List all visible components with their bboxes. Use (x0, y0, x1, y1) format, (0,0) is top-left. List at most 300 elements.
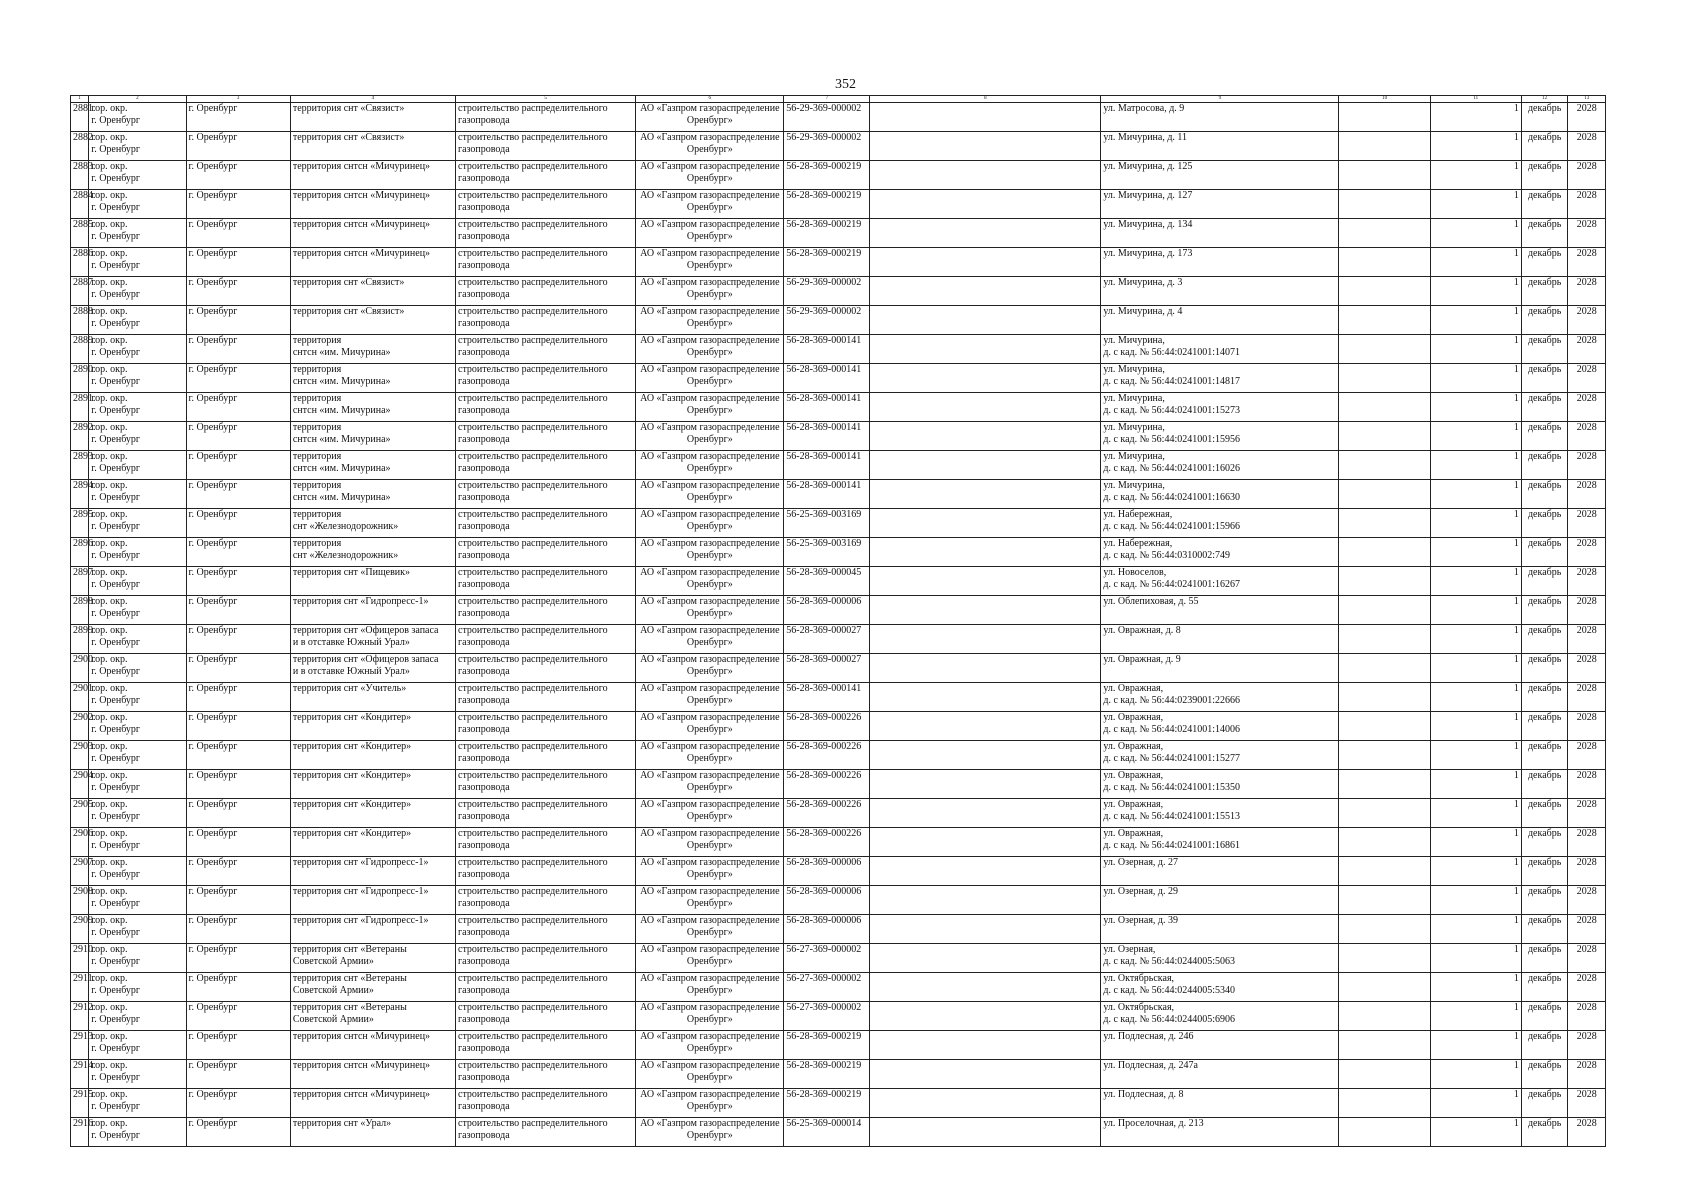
empty-cell-8 (870, 1031, 1101, 1060)
work-type-cell (456, 190, 636, 219)
quantity-cell (1430, 219, 1521, 248)
address-cell (1101, 886, 1339, 915)
month: декабрь (1527, 161, 1562, 172)
city: г. Оренбург (188, 654, 238, 665)
quantity-cell (1430, 567, 1521, 596)
cadastral-code-cell (784, 364, 870, 393)
work-type-line: газопровода (458, 869, 510, 880)
cadastral-code-cell (784, 451, 870, 480)
work-type-line: газопровода (458, 1130, 510, 1141)
address-cell (1101, 770, 1339, 799)
empty-cell-10 (1339, 161, 1430, 190)
empty-cell-10 (1339, 219, 1430, 248)
district-line: гор. окр. (91, 538, 128, 549)
district-line: г. Оренбург (91, 869, 141, 880)
district-cell (89, 770, 186, 799)
cadastral-code: 56-28-369-000006 (786, 886, 862, 897)
row-number-cell (71, 915, 96, 944)
row-number-cell (71, 828, 96, 857)
organization-cell (636, 393, 784, 422)
work-type-cell (456, 828, 636, 857)
year-cell (1568, 161, 1606, 190)
district-line: г. Оренбург (91, 1043, 141, 1054)
row-number: 2899. (73, 625, 96, 636)
month: декабрь (1527, 567, 1562, 578)
work-type-cell (456, 973, 636, 1002)
empty-cell-10 (1339, 538, 1430, 567)
address-cell (1101, 248, 1339, 277)
year-cell (1568, 857, 1606, 886)
territory-cell (290, 509, 455, 538)
work-type-line: строительство распределительного (458, 828, 608, 839)
city-cell (186, 451, 290, 480)
organization-line: АО «Газпром газораспределение (640, 1118, 780, 1129)
district-line: гор. окр. (91, 857, 128, 868)
address-line: ул. Мичурина, (1103, 393, 1165, 404)
territory-line: территория снт «Ветераны (292, 1002, 407, 1013)
empty-cell-8 (870, 306, 1101, 335)
quantity: 1 (1513, 770, 1519, 781)
year: 2028 (1576, 567, 1597, 578)
address-line: д. с кад. № 56:44:0241001:16267 (1103, 579, 1241, 590)
month-cell (1521, 190, 1568, 219)
territory-line: территория снт «Кондитер» (292, 712, 412, 723)
cadastral-code: 56-28-369-000141 (786, 335, 862, 346)
month-cell (1521, 103, 1568, 132)
quantity-cell (1430, 538, 1521, 567)
city-cell (186, 770, 290, 799)
territory-cell (290, 828, 455, 857)
organization-line: Оренбург» (686, 1101, 733, 1112)
district-cell (89, 538, 186, 567)
table-row (71, 509, 1606, 538)
work-type-line: строительство распределительного (458, 567, 608, 578)
district-line: г. Оренбург (91, 898, 141, 909)
work-type-line: строительство распределительного (458, 335, 608, 346)
year: 2028 (1576, 625, 1597, 636)
quantity-cell (1430, 915, 1521, 944)
empty-cell-8 (870, 1002, 1101, 1031)
city: г. Оренбург (188, 1118, 238, 1129)
empty-cell-8 (870, 451, 1101, 480)
district-cell (89, 741, 186, 770)
territory-cell (290, 857, 455, 886)
month: декабрь (1527, 1118, 1562, 1129)
district-line: гор. окр. (91, 1118, 128, 1129)
quantity: 1 (1513, 973, 1519, 984)
row-number-cell (71, 451, 96, 480)
year-cell (1568, 828, 1606, 857)
address-cell (1101, 335, 1339, 364)
city-cell (186, 799, 290, 828)
quantity: 1 (1513, 161, 1519, 172)
cadastral-code: 56-28-369-000219 (786, 1031, 862, 1042)
row-number-cell (71, 161, 96, 190)
district-cell (89, 828, 186, 857)
city-cell (186, 683, 290, 712)
district-cell (89, 1089, 186, 1118)
quantity-cell (1430, 596, 1521, 625)
district-line: гор. окр. (91, 683, 128, 694)
territory-line: территория снт «Связист» (292, 132, 405, 143)
year: 2028 (1576, 509, 1597, 520)
organization-cell (636, 1060, 784, 1089)
row-number-cell (71, 625, 96, 654)
district-line: г. Оренбург (91, 985, 141, 996)
territory-line: территория (292, 451, 342, 462)
month: декабрь (1527, 132, 1562, 143)
cadastral-code-cell (784, 654, 870, 683)
year-cell (1568, 103, 1606, 132)
district-cell (89, 509, 186, 538)
year-cell (1568, 1002, 1606, 1031)
district-cell (89, 190, 186, 219)
table-row (71, 1089, 1606, 1118)
organization-line: АО «Газпром газораспределение (640, 1002, 780, 1013)
organization-line: АО «Газпром газораспределение (640, 335, 780, 346)
organization-cell (636, 509, 784, 538)
row-number-cell (71, 944, 96, 973)
organization-line: АО «Газпром газораспределение (640, 277, 780, 288)
address-line: д. с кад. № 56:44:0239001:22666 (1103, 695, 1241, 706)
territory-line: территория снтсн «Мичуринец» (292, 1089, 431, 1100)
district-line: гор. окр. (91, 596, 128, 607)
column-header: 10 (1339, 96, 1430, 103)
organization-line: Оренбург» (686, 231, 733, 242)
organization-line: АО «Газпром газораспределение (640, 161, 780, 172)
address-line: ул. Овражная, (1103, 828, 1164, 839)
cadastral-code: 56-27-369-000002 (786, 944, 862, 955)
cadastral-code: 56-28-369-000141 (786, 393, 862, 404)
cadastral-code-cell (784, 306, 870, 335)
year: 2028 (1576, 132, 1597, 143)
month-cell (1521, 277, 1568, 306)
territory-cell (290, 973, 455, 1002)
table-row (71, 712, 1606, 741)
district-line: гор. окр. (91, 219, 128, 230)
organization-line: Оренбург» (686, 1130, 733, 1141)
address-line: ул. Матросова, д. 9 (1103, 103, 1185, 114)
address-cell (1101, 1089, 1339, 1118)
year-cell (1568, 712, 1606, 741)
year: 2028 (1576, 480, 1597, 491)
table-row (71, 596, 1606, 625)
district-cell (89, 335, 186, 364)
cadastral-code-cell (784, 596, 870, 625)
address-line: ул. Овражная, д. 9 (1103, 654, 1181, 665)
row-number-cell (71, 335, 96, 364)
column-header: 11 (1430, 96, 1521, 103)
row-number: 2894. (73, 480, 96, 491)
organization-line: АО «Газпром газораспределение (640, 683, 780, 694)
month-cell (1521, 712, 1568, 741)
city-cell (186, 219, 290, 248)
empty-cell-8 (870, 1089, 1101, 1118)
work-type-cell (456, 567, 636, 596)
year: 2028 (1576, 799, 1597, 810)
address-line: д. с кад. № 56:44:0244005:6906 (1103, 1014, 1236, 1025)
quantity-cell (1430, 277, 1521, 306)
row-number-cell (71, 480, 96, 509)
city: г. Оренбург (188, 161, 238, 172)
row-number-cell (71, 1060, 96, 1089)
empty-cell-10 (1339, 567, 1430, 596)
organization-line: Оренбург» (686, 173, 733, 184)
row-number-cell (71, 712, 96, 741)
empty-cell-10 (1339, 277, 1430, 306)
address-line: ул. Мичурина, (1103, 451, 1165, 462)
address-line: ул. Мичурина, д. 127 (1103, 190, 1193, 201)
table-row (71, 857, 1606, 886)
work-type-line: газопровода (458, 840, 510, 851)
work-type-line: строительство распределительного (458, 132, 608, 143)
district-line: г. Оренбург (91, 956, 141, 967)
work-type-line: газопровода (458, 1014, 510, 1025)
quantity: 1 (1513, 248, 1519, 259)
territory-cell (290, 306, 455, 335)
organization-cell (636, 828, 784, 857)
work-type-line: строительство распределительного (458, 1089, 608, 1100)
city-cell (186, 625, 290, 654)
empty-cell-8 (870, 857, 1101, 886)
organization-line: Оренбург» (686, 376, 733, 387)
table-row (71, 103, 1606, 132)
district-line: гор. окр. (91, 190, 128, 201)
work-type-line: газопровода (458, 724, 510, 735)
month-cell (1521, 944, 1568, 973)
month-cell (1521, 422, 1568, 451)
work-type-line: строительство распределительного (458, 103, 608, 114)
row-number: 2905. (73, 799, 96, 810)
cadastral-code: 56-28-369-000141 (786, 683, 862, 694)
organization-line: Оренбург» (686, 550, 733, 561)
district-cell (89, 625, 186, 654)
address-line: д. с кад. № 56:44:0241001:15513 (1103, 811, 1241, 822)
address-line: ул. Мичурина, (1103, 422, 1165, 433)
address-line: д. с кад. № 56:44:0241001:14817 (1103, 376, 1241, 387)
territory-line: территория снт «Пищевик» (292, 567, 411, 578)
row-number: 2903. (73, 741, 96, 752)
district-line: гор. окр. (91, 1089, 128, 1100)
row-number: 2910. (73, 944, 96, 955)
work-type-cell (456, 741, 636, 770)
month-cell (1521, 886, 1568, 915)
territory-line: территория снт «Гидропресс-1» (292, 857, 429, 868)
territory-cell (290, 1060, 455, 1089)
empty-cell-8 (870, 596, 1101, 625)
empty-cell-8 (870, 567, 1101, 596)
city: г. Оренбург (188, 306, 238, 317)
address-line: ул. Набережная, (1103, 509, 1173, 520)
empty-cell-10 (1339, 799, 1430, 828)
organization-line: Оренбург» (686, 637, 733, 648)
territory-line: Советской Армии» (292, 1014, 374, 1025)
work-type-line: газопровода (458, 985, 510, 996)
district-line: гор. окр. (91, 161, 128, 172)
territory-cell (290, 741, 455, 770)
month-cell (1521, 480, 1568, 509)
work-type-cell (456, 1002, 636, 1031)
cadastral-code: 56-29-369-000002 (786, 132, 862, 143)
organization-cell (636, 683, 784, 712)
territory-line: территория снт «Гидропресс-1» (292, 596, 429, 607)
cadastral-code-cell (784, 132, 870, 161)
district-line: г. Оренбург (91, 579, 141, 590)
year: 2028 (1576, 1002, 1597, 1013)
address-line: д. с кад. № 56:44:0241001:14071 (1103, 347, 1241, 358)
territory-cell (290, 1002, 455, 1031)
city-cell (186, 596, 290, 625)
work-type-cell (456, 219, 636, 248)
city-cell (186, 364, 290, 393)
territory-line: территория (292, 393, 342, 404)
work-type-cell (456, 277, 636, 306)
quantity-cell (1430, 799, 1521, 828)
organization-line: АО «Газпром газораспределение (640, 103, 780, 114)
work-type-cell (456, 857, 636, 886)
district-line: г. Оренбург (91, 405, 141, 416)
organization-line: Оренбург» (686, 289, 733, 300)
month: декабрь (1527, 596, 1562, 607)
address-line: ул. Облепиховая, д. 55 (1103, 596, 1199, 607)
organization-line: АО «Газпром газораспределение (640, 625, 780, 636)
month: декабрь (1527, 451, 1562, 462)
year-cell (1568, 799, 1606, 828)
organization-cell (636, 1031, 784, 1060)
row-number: 2909. (73, 915, 96, 926)
address-line: ул. Мичурина, д. 4 (1103, 306, 1183, 317)
column-number-header-row (71, 96, 1606, 103)
quantity: 1 (1513, 1060, 1519, 1071)
empty-cell-10 (1339, 886, 1430, 915)
year-cell (1568, 886, 1606, 915)
year-cell (1568, 915, 1606, 944)
organization-cell (636, 422, 784, 451)
territory-cell (290, 335, 455, 364)
territory-line: снтсн «им. Мичурина» (292, 405, 391, 416)
quantity: 1 (1513, 219, 1519, 230)
quantity: 1 (1513, 480, 1519, 491)
city-cell (186, 248, 290, 277)
work-type-line: строительство распределительного (458, 712, 608, 723)
empty-cell-8 (870, 741, 1101, 770)
work-type-line: газопровода (458, 811, 510, 822)
district-cell (89, 1118, 186, 1147)
district-line: гор. окр. (91, 306, 128, 317)
work-type-line: газопровода (458, 434, 510, 445)
city: г. Оренбург (188, 1089, 238, 1100)
district-cell (89, 103, 186, 132)
address-line: ул. Мичурина, (1103, 480, 1165, 491)
organization-line: Оренбург» (686, 753, 733, 764)
quantity: 1 (1513, 683, 1519, 694)
row-number-cell (71, 857, 96, 886)
cadastral-code: 56-28-369-000006 (786, 857, 862, 868)
table-row (71, 1118, 1606, 1147)
organization-line: АО «Газпром газораспределение (640, 422, 780, 433)
cadastral-code: 56-28-369-000226 (786, 828, 862, 839)
year: 2028 (1576, 306, 1597, 317)
address-line: ул. Новоселов, (1103, 567, 1167, 578)
work-type-line: газопровода (458, 782, 510, 793)
row-number: 2904. (73, 770, 96, 781)
address-line: ул. Набережная, (1103, 538, 1173, 549)
year-cell (1568, 364, 1606, 393)
month: декабрь (1527, 306, 1562, 317)
territory-cell (290, 799, 455, 828)
cadastral-code-cell (784, 741, 870, 770)
work-type-line: газопровода (458, 318, 510, 329)
address-cell (1101, 973, 1339, 1002)
organization-line: АО «Газпром газораспределение (640, 1060, 780, 1071)
organization-line: АО «Газпром газораспределение (640, 248, 780, 259)
territory-line: территория снт «Кондитер» (292, 799, 412, 810)
cadastral-code: 56-29-369-000002 (786, 103, 862, 114)
address-line: ул. Озерная, д. 27 (1103, 857, 1179, 868)
empty-cell-8 (870, 248, 1101, 277)
organization-cell (636, 886, 784, 915)
quantity-cell (1430, 190, 1521, 219)
address-line: д. с кад. № 56:44:0241001:15966 (1103, 521, 1241, 532)
month: декабрь (1527, 799, 1562, 810)
work-type-line: газопровода (458, 695, 510, 706)
row-number: 2916. (73, 1118, 96, 1129)
territory-line: территория снт «Кондитер» (292, 741, 412, 752)
empty-cell-8 (870, 654, 1101, 683)
month: декабрь (1527, 248, 1562, 259)
month: декабрь (1527, 857, 1562, 868)
organization-line: АО «Газпром газораспределение (640, 538, 780, 549)
cadastral-code: 56-28-369-000027 (786, 625, 862, 636)
table-row (71, 741, 1606, 770)
quantity: 1 (1513, 915, 1519, 926)
district-cell (89, 857, 186, 886)
year: 2028 (1576, 393, 1597, 404)
territory-line: территория снтсн «Мичуринец» (292, 161, 431, 172)
work-type-line: строительство распределительного (458, 190, 608, 201)
organization-line: Оренбург» (686, 1072, 733, 1083)
quantity-cell (1430, 770, 1521, 799)
work-type-line: газопровода (458, 637, 510, 648)
address-cell (1101, 683, 1339, 712)
year-cell (1568, 480, 1606, 509)
district-cell (89, 277, 186, 306)
territory-line: территория снт «Кондитер» (292, 828, 412, 839)
month: декабрь (1527, 538, 1562, 549)
work-type-line: строительство распределительного (458, 306, 608, 317)
city-cell (186, 190, 290, 219)
year: 2028 (1576, 364, 1597, 375)
row-number: 2915. (73, 1089, 96, 1100)
empty-cell-8 (870, 625, 1101, 654)
table-row (71, 393, 1606, 422)
work-type-cell (456, 451, 636, 480)
cadastral-code: 56-28-369-000045 (786, 567, 862, 578)
address-line: ул. Подлесная, д. 8 (1103, 1089, 1184, 1100)
cadastral-code-cell (784, 335, 870, 364)
work-type-line: строительство распределительного (458, 538, 608, 549)
table-row (71, 567, 1606, 596)
quantity: 1 (1513, 654, 1519, 665)
work-type-cell (456, 1089, 636, 1118)
table-row (71, 944, 1606, 973)
organization-cell (636, 538, 784, 567)
quantity: 1 (1513, 567, 1519, 578)
address-cell (1101, 1002, 1339, 1031)
table-body (71, 103, 1606, 1147)
address-cell (1101, 306, 1339, 335)
quantity: 1 (1513, 1089, 1519, 1100)
